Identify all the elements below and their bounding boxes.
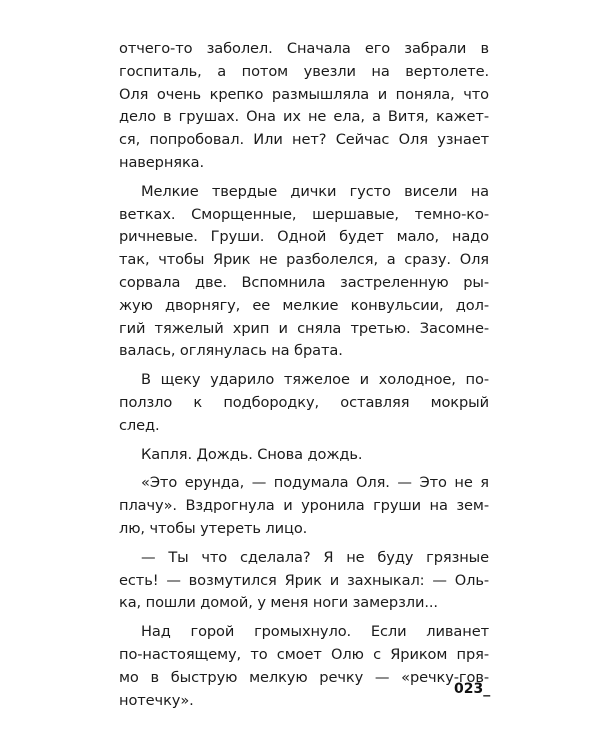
paragraph-5	[119, 472, 489, 540]
paragraph-4	[119, 444, 489, 467]
text-line: отчего-то заболел. Сначала его забрали в	[119, 40, 489, 57]
text-line: Мелкие твердые дички густо висели на	[141, 182, 489, 200]
paragraph-6	[119, 547, 489, 615]
text-line: ветках. Сморщенные, шершавые, темно-ко-	[119, 205, 489, 223]
text-line: по-настоящему, то смоет Олю с Яриком пря-	[119, 645, 489, 663]
text-line: мо в быструю мелкую речку — «речку-гов-	[119, 668, 489, 686]
text-line: лю, чтобы утереть лицо.	[119, 519, 308, 537]
text-line: дело в грушах. Она их не ела, а Витя, кажет-	[119, 108, 489, 126]
text-line: валась, оглянулась на брата.	[119, 342, 343, 360]
paragraph-3	[119, 369, 489, 437]
text-line: ползло к подбородку, оставляя мокрый	[119, 393, 489, 411]
text-line: гий тяжелый хрип и сняла третью. Засомне-	[119, 319, 489, 337]
text-line: есть! — возмутился Ярик и захныкал: — Оль-	[119, 571, 489, 589]
text-line: плачу». Вздрогнула и уронила груши на зем-	[119, 497, 489, 515]
text-line: наверняка.	[119, 153, 205, 171]
book-page-text	[119, 38, 489, 718]
paragraph-2	[119, 181, 489, 363]
paragraph-1	[119, 38, 489, 175]
text-line: ка, пошли домой, у меня ноги замерзли...	[119, 594, 438, 612]
text-line: В щеку ударило тяжелое и холодное, по-	[141, 371, 489, 389]
text-line: — Ты что сделала? Я не буду грязные	[141, 548, 489, 566]
text-line: след.	[119, 416, 160, 434]
text-line: ричневые. Груши. Одной будет мало, надо	[119, 228, 489, 246]
text-line: сорвала две. Вспомнила застреленную ры-	[119, 273, 489, 291]
text-line: «Это ерунда, — подумала Оля. — Это не я	[141, 474, 489, 492]
text-line: Над горой громыхнуло. Если ливанет	[141, 623, 489, 641]
text-line: госпиталь, а потом увезли на вертолете.	[119, 62, 489, 80]
paragraph-7	[119, 621, 489, 712]
text-line: Оля очень крепко размышляла и поняла, что	[119, 85, 489, 103]
text-line: Капля. Дождь. Снова дождь.	[141, 445, 363, 463]
text-line: так, чтобы Ярик не разболелся, а сразу. Оля	[119, 251, 489, 269]
text-line: жую дворнягу, ее мелкие конвульсии, дол-	[119, 296, 489, 314]
text-line: ся, попробовал. Или нет? Сейчас Оля узнает	[119, 131, 489, 149]
page-number: 023_	[454, 681, 491, 697]
text-line: нотечку».	[119, 691, 194, 709]
